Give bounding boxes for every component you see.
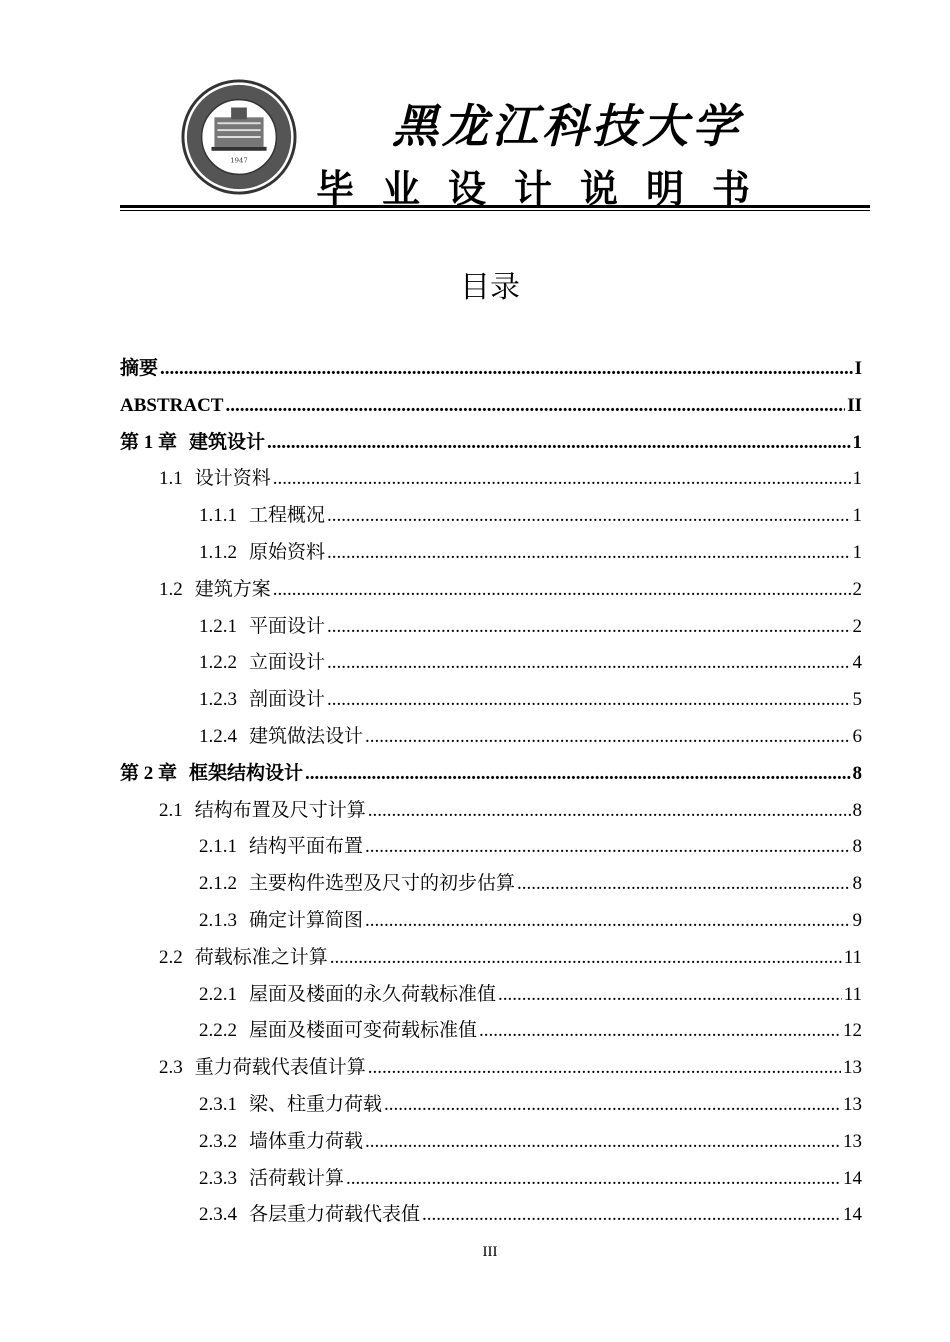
toc-entry-page: 1 <box>852 541 862 563</box>
toc-entry[interactable] <box>120 388 862 425</box>
dot-leader <box>368 793 851 830</box>
header-rule <box>120 205 870 208</box>
toc-entry-page: 1 <box>852 431 862 453</box>
toc-entry-title: 设计资料 <box>194 468 271 490</box>
toc-entry[interactable] <box>120 498 862 535</box>
toc-entry[interactable] <box>120 903 862 940</box>
university-name: 黑龙江科技大学 <box>392 99 742 153</box>
dot-leader <box>327 498 850 535</box>
toc-entry-title: 建筑做法设计 <box>249 725 364 747</box>
toc-entry-page: 2 <box>852 578 862 600</box>
toc-entry[interactable] <box>120 793 862 830</box>
toc-entry-page: 12 <box>843 1020 862 1042</box>
toc-entry[interactable] <box>120 425 862 462</box>
toc-entry-number: 1.2 <box>159 578 183 600</box>
toc-entry-title: 立面设计 <box>249 652 326 674</box>
toc-entry[interactable] <box>120 719 862 756</box>
toc-entry-title: 工程概况 <box>249 505 326 527</box>
dot-leader <box>327 682 850 719</box>
toc-entry-title: 活荷载计算 <box>249 1167 345 1189</box>
toc-entry[interactable] <box>120 351 862 388</box>
toc-entry[interactable] <box>120 1087 862 1124</box>
toc-entry-page: 9 <box>852 909 862 931</box>
dot-leader <box>479 1013 841 1050</box>
dot-leader <box>327 609 850 646</box>
toc-entry-number: 2.2 <box>159 946 183 968</box>
toc-entry[interactable] <box>120 572 862 609</box>
toc-entry-number: 第 1 章 <box>120 431 178 453</box>
dot-leader <box>498 977 842 1014</box>
toc-entry-page: 11 <box>843 946 862 968</box>
toc-entry[interactable] <box>120 645 862 682</box>
toc-entry-title: 建筑方案 <box>194 578 271 600</box>
toc-entry-number: 第 2 章 <box>120 762 178 784</box>
toc-entry-title: 梁、柱重力荷载 <box>249 1093 383 1115</box>
toc-entry-number: 2.1.2 <box>199 873 237 895</box>
toc-entry-page: 8 <box>852 836 862 858</box>
dot-leader <box>365 829 850 866</box>
toc-entry[interactable] <box>120 1050 862 1087</box>
toc-entry-page: 13 <box>843 1093 862 1115</box>
toc-entry-title: 原始资料 <box>249 541 326 563</box>
toc-entry-page: 14 <box>843 1204 862 1226</box>
toc-entry[interactable] <box>120 940 862 977</box>
toc-entry-number: 2.2.2 <box>199 1020 237 1042</box>
table-of-contents <box>120 351 862 1234</box>
header-rule-thin <box>120 210 870 211</box>
page-title: 目录 <box>460 270 520 305</box>
toc-entry[interactable] <box>120 1013 862 1050</box>
toc-entry[interactable] <box>120 609 862 646</box>
seal-year: 1947 <box>230 156 248 165</box>
university-seal-logo <box>180 78 298 196</box>
toc-entry-number: 1.2.4 <box>199 725 237 747</box>
toc-entry-number: 1.1 <box>159 468 183 490</box>
toc-entry[interactable] <box>120 977 862 1014</box>
toc-entry-page: II <box>847 394 862 416</box>
toc-entry[interactable] <box>120 461 862 498</box>
toc-entry-number: 2.3.4 <box>199 1204 237 1226</box>
toc-entry-page: 14 <box>843 1167 862 1189</box>
toc-entry-title: 剖面设计 <box>249 689 326 711</box>
dot-leader <box>517 866 850 903</box>
toc-entry-page: 6 <box>852 725 862 747</box>
toc-entry-number: 2.1 <box>159 799 183 821</box>
toc-entry-page: 8 <box>852 799 862 821</box>
toc-entry-title: 重力荷载代表值计算 <box>194 1057 366 1079</box>
toc-entry-number: 2.1.1 <box>199 836 237 858</box>
toc-entry-title: 结构平面布置 <box>249 836 364 858</box>
toc-entry-page: 4 <box>852 652 862 674</box>
toc-entry-title: 荷载标准之计算 <box>194 946 328 968</box>
toc-entry-title: 确定计算简图 <box>249 909 364 931</box>
toc-entry-title: 墙体重力荷载 <box>249 1130 364 1152</box>
toc-entry-page: 8 <box>852 873 862 895</box>
toc-entry[interactable] <box>120 1161 862 1198</box>
toc-entry-number: 1.2.3 <box>199 689 237 711</box>
dot-leader <box>422 1197 841 1234</box>
dot-leader <box>365 1124 841 1161</box>
toc-entry-page: 1 <box>852 505 862 527</box>
toc-entry-page: 13 <box>843 1130 862 1152</box>
toc-entry-number: 2.3.3 <box>199 1167 237 1189</box>
toc-entry-number: 2.3.2 <box>199 1130 237 1152</box>
toc-entry-number: 1.1.1 <box>199 505 237 527</box>
dot-leader <box>346 1161 841 1198</box>
dot-leader <box>160 351 853 388</box>
dot-leader <box>368 1050 841 1087</box>
toc-entry-page: 1 <box>852 468 862 490</box>
dot-leader <box>305 756 850 793</box>
toc-entry-page: 8 <box>852 762 862 784</box>
toc-entry[interactable] <box>120 1197 862 1234</box>
toc-entry[interactable] <box>120 756 862 793</box>
toc-entry-page: 5 <box>852 689 862 711</box>
toc-entry-page: I <box>854 358 862 379</box>
toc-entry-title: 屋面及楼面可变荷载标准值 <box>249 1020 478 1042</box>
dot-leader <box>273 461 851 498</box>
dot-leader <box>273 572 851 609</box>
toc-entry-title: 摘要 <box>120 358 159 379</box>
dot-leader <box>384 1087 841 1124</box>
toc-entry-number: 1.1.2 <box>199 541 237 563</box>
toc-entry-title: 屋面及楼面的永久荷载标准值 <box>249 983 497 1005</box>
toc-entry[interactable] <box>120 682 862 719</box>
dot-leader <box>267 425 850 462</box>
toc-entry-title: 结构布置及尺寸计算 <box>194 799 366 821</box>
toc-entry-page: 2 <box>852 615 862 637</box>
toc-entry-number: 2.3 <box>159 1057 183 1079</box>
dot-leader <box>365 903 850 940</box>
toc-entry-number: 1.2.1 <box>199 615 237 637</box>
toc-entry-title: 平面设计 <box>249 615 326 637</box>
document-type: 毕业设计说明书 <box>316 166 779 211</box>
toc-entry-title: 各层重力荷载代表值 <box>249 1204 421 1226</box>
toc-entry[interactable] <box>120 866 862 903</box>
toc-entry[interactable] <box>120 535 862 572</box>
dot-leader <box>225 388 845 425</box>
document-header <box>120 70 870 210</box>
dot-leader <box>365 719 850 756</box>
dot-leader <box>327 645 850 682</box>
toc-entry-title: 主要构件选型及尺寸的初步估算 <box>249 873 516 895</box>
toc-entry-number: 1.2.2 <box>199 652 237 674</box>
toc-entry-title: 框架结构设计 <box>189 762 304 784</box>
toc-entry-number: 2.3.1 <box>199 1093 237 1115</box>
toc-entry[interactable] <box>120 1124 862 1161</box>
toc-entry-number: 2.1.3 <box>199 909 237 931</box>
toc-entry-page: 11 <box>843 983 862 1005</box>
toc-entry[interactable] <box>120 829 862 866</box>
toc-entry-title: 建筑设计 <box>189 431 266 453</box>
dot-leader <box>330 940 842 977</box>
page-number: III <box>482 1244 498 1260</box>
dot-leader <box>327 535 850 572</box>
toc-entry-number: 2.2.1 <box>199 983 237 1005</box>
toc-entry-title: ABSTRACT <box>120 394 224 416</box>
toc-entry-page: 13 <box>843 1057 862 1079</box>
